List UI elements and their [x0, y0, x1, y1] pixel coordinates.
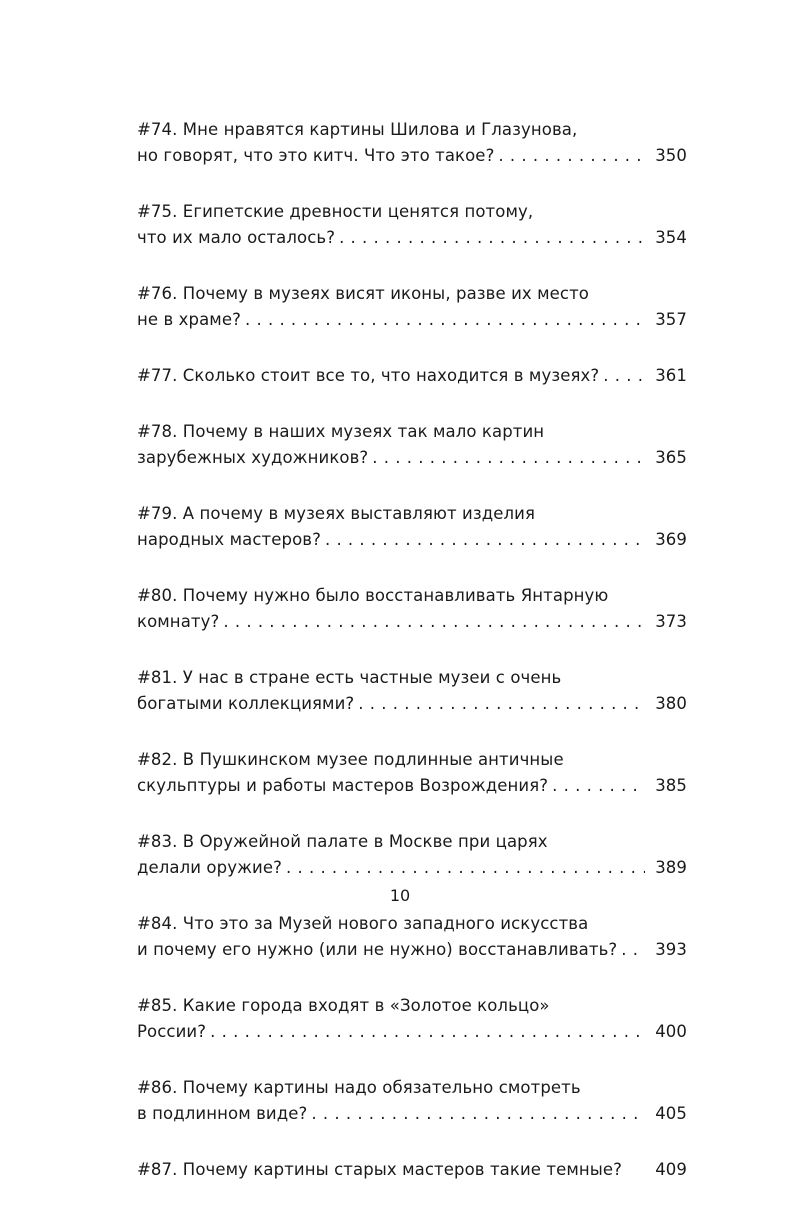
toc-entry-74	[137, 117, 687, 169]
dot-leader	[339, 225, 645, 251]
toc-entry-title-continued: скульптуры и работы мастеров Возрождения?	[137, 776, 549, 795]
toc-entry-title: #79. А почему в музеях выставляют изделия	[137, 504, 535, 523]
toc-page-number: 380	[655, 694, 687, 713]
toc-page-number: 393	[655, 940, 687, 959]
dot-leader	[603, 363, 645, 389]
dot-leader	[552, 773, 645, 799]
dot-leader	[498, 143, 645, 169]
toc-entry-77	[137, 363, 687, 389]
toc-entry-87	[137, 1157, 687, 1183]
toc-entry-81	[137, 665, 687, 717]
toc-page-number: 409	[655, 1160, 687, 1179]
toc-entry-title: #85. Какие города входят в «Золотое кольцо»	[137, 996, 550, 1015]
toc-entry-title-continued: но говорят, что это китч. Что это такое?	[137, 146, 495, 165]
toc-page-number: 361	[655, 366, 687, 385]
dot-leader	[372, 445, 645, 471]
toc-entry-84	[137, 911, 687, 963]
toc-entry-title: #87. Почему картины старых мастеров такие темные?	[137, 1160, 622, 1179]
toc-entry-title: #75. Египетские древности ценятся потому,	[137, 202, 534, 221]
toc-entry-title-continued: и почему его нужно (или не нужно) восстанавливать?	[137, 940, 618, 959]
dot-leader	[325, 527, 645, 553]
toc-page-number: 373	[655, 612, 687, 631]
toc-entry-title: #77. Сколько стоит все то, что находится в музеях?	[137, 366, 600, 385]
toc-entry-75	[137, 199, 687, 251]
toc-entry-85	[137, 993, 687, 1045]
toc-entry-79	[137, 501, 687, 553]
toc-entry-title-continued: зарубежных художников?	[137, 448, 369, 467]
toc-entry-title: #76. Почему в музеях висят иконы, разве их место	[137, 284, 589, 303]
toc-entry-title-continued: делали оружие?	[137, 858, 282, 877]
toc-page-number: 389	[655, 858, 687, 877]
dot-leader	[223, 609, 645, 635]
toc-page-number: 357	[655, 310, 687, 329]
toc-entry-title: #81. У нас в стране есть частные музеи с очень	[137, 668, 562, 687]
dot-leader	[210, 1019, 645, 1045]
toc-entry-78	[137, 419, 687, 471]
toc-entry-title: #78. Почему в наших музеях так мало картин	[137, 422, 545, 441]
toc-entry-title-continued: народных мастеров?	[137, 530, 321, 549]
toc-page-number: 369	[655, 530, 687, 549]
toc-entry-82	[137, 747, 687, 799]
toc-entry-title-continued: что их мало осталось?	[137, 228, 336, 247]
table-of-contents	[137, 117, 687, 1213]
toc-page-number: 400	[655, 1022, 687, 1041]
page-number: 10	[389, 886, 411, 905]
dot-leader	[245, 307, 645, 333]
toc-page-number: 350	[655, 146, 687, 165]
toc-entry-title: #74. Мне нравятся картины Шилова и Глазунова,	[137, 120, 578, 139]
toc-entry-title-continued: в подлинном виде?	[137, 1104, 308, 1123]
toc-entry-title: #80. Почему нужно было восстанавливать Янтарную	[137, 586, 609, 605]
dot-leader	[286, 855, 645, 881]
toc-page-number: 354	[655, 228, 687, 247]
dot-leader	[358, 691, 645, 717]
toc-entry-title: #86. Почему картины надо обязательно смотреть	[137, 1078, 581, 1097]
toc-entry-83	[137, 829, 687, 881]
toc-page-number: 365	[655, 448, 687, 467]
dot-leader	[621, 937, 645, 963]
toc-entry-title: #84. Что это за Музей нового западного искусства	[137, 914, 589, 933]
toc-page-number: 405	[655, 1104, 687, 1123]
toc-entry-title-continued: не в храме?	[137, 310, 241, 329]
toc-entry-80	[137, 583, 687, 635]
toc-entry-86	[137, 1075, 687, 1127]
toc-entry-title-continued: комнату?	[137, 612, 220, 631]
toc-entry-title: #82. В Пушкинском музее подлинные античные	[137, 750, 564, 769]
toc-entry-title-continued: богатыми коллекциями?	[137, 694, 355, 713]
toc-entry-title-continued: России?	[137, 1022, 207, 1041]
toc-page-number: 385	[655, 776, 687, 795]
toc-entry-title: #83. В Оружейной палате в Москве при царях	[137, 832, 548, 851]
toc-entry-76	[137, 281, 687, 333]
dot-leader	[311, 1101, 645, 1127]
